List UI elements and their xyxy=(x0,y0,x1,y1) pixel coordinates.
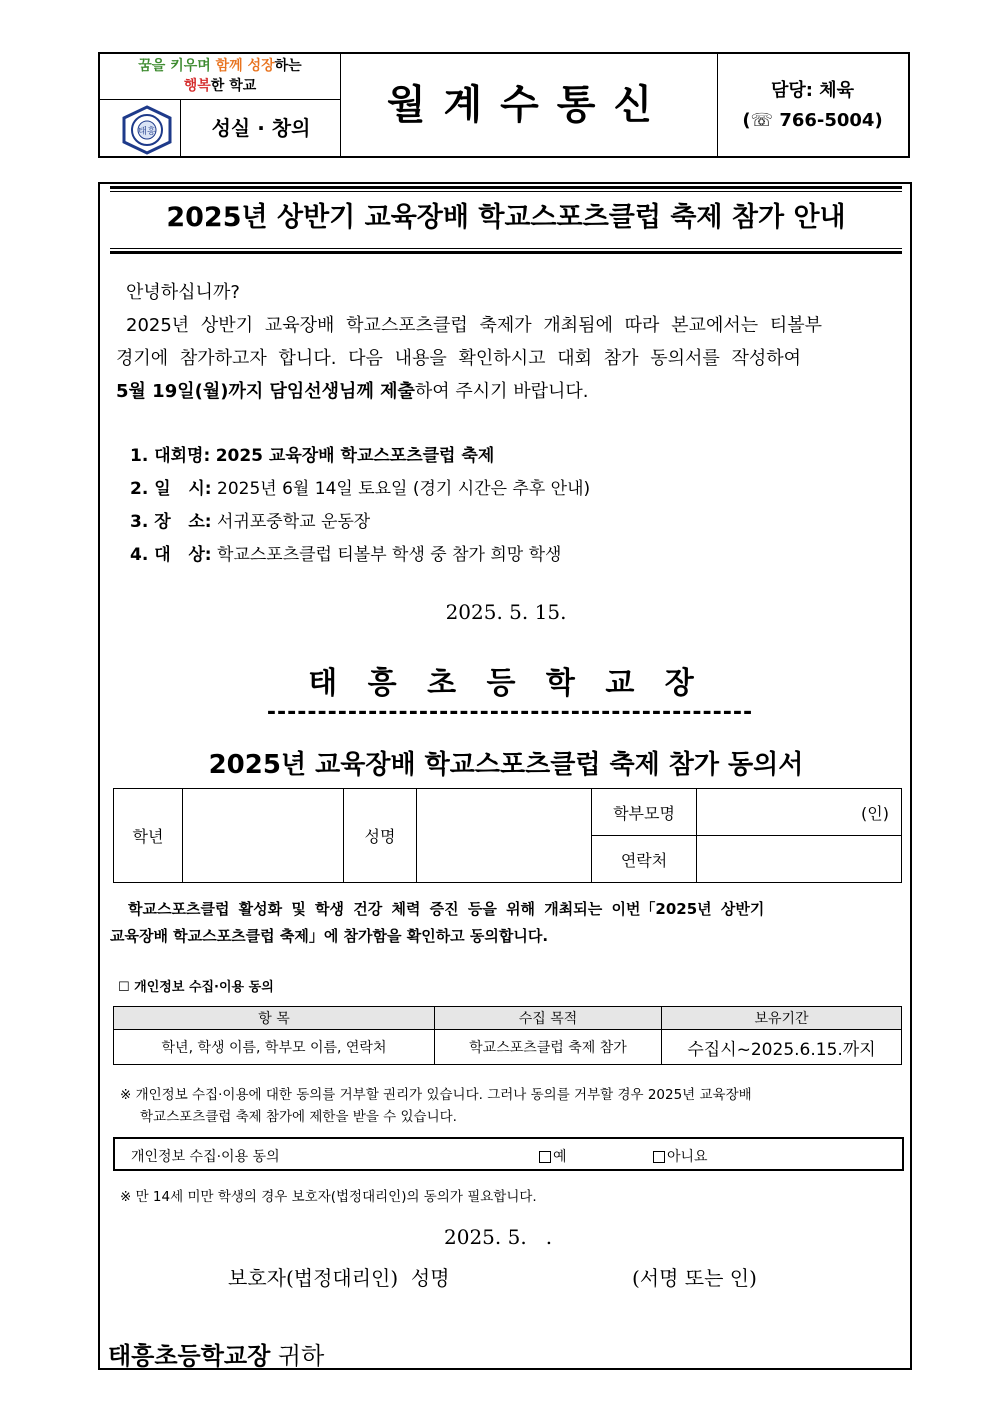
greeting-text: 안녕하십니까? xyxy=(126,282,240,303)
notice-date: 2025. 5. 15. xyxy=(445,600,567,624)
grade-input[interactable] xyxy=(183,789,344,883)
no-checkbox-icon[interactable] xyxy=(653,1151,665,1163)
minor-note: ※ 만 14세 미만 학생의 경우 보호자(법정대리인)의 동의가 필요합니다. xyxy=(120,1189,537,1205)
yes-checkbox-icon[interactable] xyxy=(539,1151,551,1163)
school-identity-cell xyxy=(100,54,341,156)
footer-date: 2025. 5. . xyxy=(444,1225,553,1249)
agree-label: 개인정보 수집·이용 동의 xyxy=(131,1149,280,1165)
contact-label: 연락처 xyxy=(592,836,697,883)
purpose-value-cell: 학교스포츠클럽 축제 참가 xyxy=(435,1030,662,1065)
slogan-text-2: 함께 xyxy=(215,58,243,74)
item-label: 2. 일 시: xyxy=(130,479,212,499)
no-label: 아니요 xyxy=(667,1149,708,1165)
agree-yes-option[interactable] xyxy=(539,1146,567,1166)
school-emblem-icon xyxy=(118,104,176,156)
grade-label: 학년 xyxy=(114,789,183,883)
title-bottom-rule-thin xyxy=(110,248,902,249)
privacy-heading: ☐ 개인정보 수집·이용 동의 xyxy=(118,980,274,995)
notice-title: 2025년 상반기 교육장배 학교스포츠클럽 축제 참가 안내 xyxy=(166,202,846,233)
seal-mark: (인) xyxy=(861,803,889,823)
statement-line-1: 학교스포츠클럽 활성화 및 학생 건강 체력 증진 등을 위해 개최되는 이번「2025년 상반기 xyxy=(128,900,765,918)
privacy-note-2: 학교스포츠클럽 축제 참가에 제한을 받을 수 있습니다. xyxy=(140,1109,457,1125)
school-slogan xyxy=(100,54,340,100)
consent-title: 2025년 교육장배 학교스포츠클럽 축제 참가 동의서 xyxy=(208,750,804,780)
item-value: 학교스포츠클럽 티볼부 학생 중 참가 희망 학생 xyxy=(217,545,562,565)
consent-table xyxy=(113,788,902,883)
slogan-text-1: 꿈을 키우며 xyxy=(138,58,216,74)
statement-line-2: 교육장배 학교스포츠클럽 축제」에 참가함을 확인하고 동의합니다. xyxy=(110,927,549,945)
col-period-header: 보유기간 xyxy=(662,1007,902,1030)
slogan-text-4: 하는 xyxy=(274,58,302,74)
body-line-3-rest: 하여 주시기 바랍니다. xyxy=(414,381,589,402)
title-top-rule-thin xyxy=(110,191,902,192)
slogan-text-5: 행복 xyxy=(183,78,211,94)
cut-line: ------------------------------------------------ xyxy=(266,700,754,725)
contact-label: 담당: 체육 xyxy=(770,80,855,101)
parent-name-label: 학부모명 xyxy=(592,789,697,836)
principal-signature: 태 흥 초 등 학 교 장 xyxy=(308,666,704,701)
contact-phone: (☏ 766-5004) xyxy=(742,110,883,131)
parent-name-input[interactable] xyxy=(697,789,902,836)
body-line-2: 경기에 참가하고자 합니다. 다음 내용을 확인하시고 대회 참가 동의서를 작성하여 xyxy=(116,348,802,369)
item-value: 2025년 6월 14일 토요일 (경기 시간은 추후 안내) xyxy=(217,479,591,499)
col-item-header: 항 목 xyxy=(114,1007,435,1030)
event-item-2 xyxy=(130,473,590,506)
period-value-cell: 수집시~2025.6.15.까지 xyxy=(662,1030,902,1065)
name-input[interactable] xyxy=(417,789,592,883)
title-bottom-rule xyxy=(110,251,902,254)
addressee-name: 태흥초등학교장 xyxy=(108,1342,271,1370)
yes-label: 예 xyxy=(553,1149,567,1165)
contact-cell xyxy=(717,54,908,156)
addressee-suffix: 귀하 xyxy=(270,1342,325,1370)
privacy-table xyxy=(113,1006,902,1065)
privacy-note-1: ※ 개인정보 수집·이용에 대한 동의를 거부할 권리가 있습니다. 그러나 동의를 거부할 경우 2025년 교육장배 xyxy=(120,1087,752,1103)
deadline-text: 5월 19일(월)까지 담임선생님께 제출 xyxy=(116,381,415,402)
body-line-3 xyxy=(116,375,589,408)
contact-input[interactable] xyxy=(697,836,902,883)
title-top-rule xyxy=(110,186,902,189)
name-label: 성명 xyxy=(344,789,417,883)
emblem-text: 태흥 xyxy=(138,127,156,137)
guardian-label: 보호자(법정대리인) 성명 xyxy=(228,1266,450,1290)
event-item-3 xyxy=(130,506,370,539)
slogan-text-6: 한 학교 xyxy=(210,78,257,94)
item-value: 2025 교육장배 학교스포츠클럽 축제 xyxy=(215,446,495,466)
body-line-1: 2025년 상반기 교육장배 학교스포츠클럽 축제가 개최됨에 따라 본교에서는 티볼부 xyxy=(126,315,822,336)
sign-hint: (서명 또는 인) xyxy=(632,1266,757,1290)
item-label: 1. 대회명: xyxy=(130,446,211,466)
addressee xyxy=(108,1336,324,1371)
item-value-cell: 학년, 학생 이름, 학부모 이름, 연락처 xyxy=(114,1030,435,1065)
item-value: 서귀포중학교 운동장 xyxy=(217,512,371,532)
school-motto: 성실 · 창의 xyxy=(180,100,341,156)
privacy-agree-box xyxy=(113,1137,904,1171)
item-label: 4. 대 상: xyxy=(130,545,212,565)
agree-no-option[interactable] xyxy=(653,1146,708,1166)
newsletter-header xyxy=(98,52,910,158)
slogan-text-3: 성장 xyxy=(242,58,275,74)
event-item-1 xyxy=(130,440,494,473)
item-label: 3. 장 소: xyxy=(130,512,212,532)
col-purpose-header: 수집 목적 xyxy=(435,1007,662,1030)
event-item-4 xyxy=(130,539,561,572)
newsletter-title: 월계수통신 xyxy=(340,54,718,156)
